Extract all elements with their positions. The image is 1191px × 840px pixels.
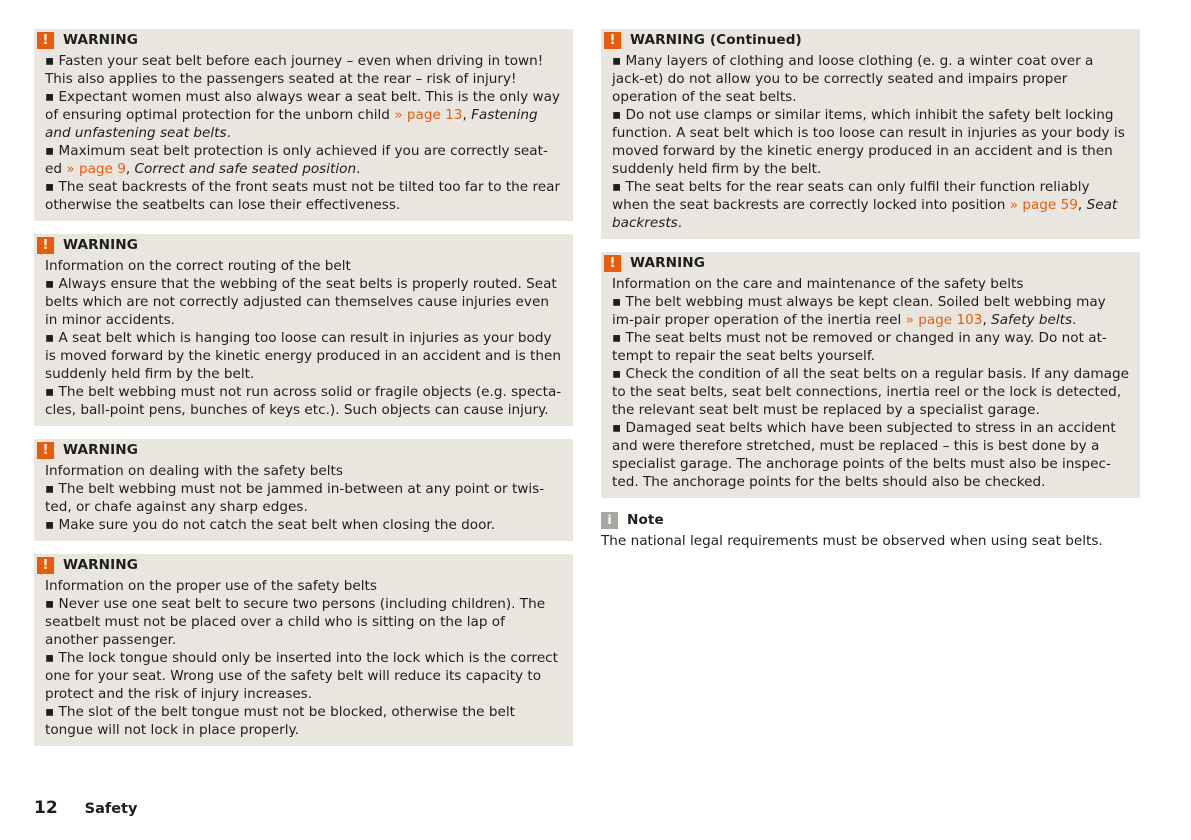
- chapter-title: Safety: [84, 801, 138, 817]
- note-header: [601, 511, 1140, 529]
- note-section: [601, 511, 1140, 550]
- period: .: [226, 125, 231, 141]
- warning-header: [601, 31, 1129, 49]
- warning-body: [612, 275, 1129, 491]
- warning-body: [612, 52, 1129, 232]
- bullet-paragraph: ▪ Damaged seat belts which have been subjected to stress in an accident and were therefore stretched, must be replaced – this is best done by a specialist garage. The anchorage points of the belts must also be inspec-ted. The anchorage points for the belts should also be checked.: [612, 420, 1116, 490]
- paragraph-text: ▪ The seat belts for the rear seats can only fulfil their function reliably when the seat backrests are correctly locked into position: [612, 179, 1090, 213]
- warning-body: [45, 257, 562, 419]
- bullet-paragraph: ▪ Make sure you do not catch the seat belt when closing the door.: [45, 517, 496, 533]
- warning-title: WARNING: [630, 255, 706, 271]
- note-title: Note: [627, 512, 664, 528]
- bullet-paragraph: ▪ The seat belts must not be removed or changed in any way. Do not at-tempt to repair the seat belts yourself.: [612, 330, 1107, 364]
- warning-box-continued: [601, 29, 1140, 239]
- warning-icon: !: [37, 557, 54, 574]
- bullet-paragraph: [612, 293, 1129, 329]
- page-link[interactable]: » page 103: [905, 312, 983, 328]
- bullet-paragraph: ▪ A seat belt which is hanging too loose can result in injuries as your body is moved forward by the kinetic energy produced in an accident and is then suddenly held firm by the belt.: [45, 330, 561, 382]
- warning-intro: Information on the correct routing of the belt: [45, 258, 351, 274]
- bullet-paragraph: ▪ Always ensure that the webbing of the seat belts is properly routed. Seat belts which are not correctly adjusted can themselves cause injuries even in minor accidents.: [45, 276, 557, 328]
- info-icon: i: [601, 512, 618, 529]
- warning-header: [601, 254, 1129, 272]
- section-reference: Seat backrests: [612, 197, 1118, 231]
- warning-intro: Information on dealing with the safety belts: [45, 463, 343, 479]
- warning-header: [34, 441, 562, 459]
- warning-intro: Information on the proper use of the safety belts: [45, 578, 377, 594]
- warning-header: [34, 236, 562, 254]
- page-link[interactable]: » page 9: [66, 161, 126, 177]
- period: .: [1072, 312, 1077, 328]
- bullet-paragraph: ▪ Fasten your seat belt before each journey – even when driving in town! This also applies to the passengers seated at the rear – risk of injury!: [45, 53, 544, 87]
- bullet-paragraph: ▪ Many layers of clothing and loose clothing (e. g. a winter coat over a jack-et) do not allow you to be correctly seated and impairs proper operation of the seat belts.: [612, 53, 1094, 105]
- bullet-paragraph: ▪ The lock tongue should only be inserted into the lock which is the correct one for your seat. Wrong use of the safety belt will reduce its capacity to protect and the risk of injury increases.: [45, 650, 558, 702]
- warning-box-belt-routing: [34, 234, 573, 426]
- warning-title: WARNING (Continued): [630, 32, 802, 48]
- warning-box-proper-use: [34, 554, 573, 746]
- warning-title: WARNING: [63, 557, 139, 573]
- page-footer: [34, 798, 137, 818]
- warning-box-seat-belt-general: [34, 29, 573, 221]
- warning-icon: !: [604, 255, 621, 272]
- note-text: The national legal requirements must be observed when using seat belts.: [601, 533, 1103, 549]
- page-link[interactable]: » page 59: [1009, 197, 1078, 213]
- warning-icon: !: [37, 442, 54, 459]
- warning-icon: !: [37, 237, 54, 254]
- warning-title: WARNING: [63, 442, 139, 458]
- warning-title: WARNING: [63, 32, 139, 48]
- bullet-paragraph: ▪ The seat backrests of the front seats must not be tilted too far to the rear otherwise the seatbelts can lose their effectiveness.: [45, 179, 561, 213]
- bullet-paragraph: ▪ The slot of the belt tongue must not be blocked, otherwise the belt tongue will not lock in place properly.: [45, 704, 515, 738]
- period: .: [677, 215, 683, 231]
- warning-box-dealing-with-belts: [34, 439, 573, 541]
- section-reference: Fastening and unfastening seat belts: [45, 107, 538, 141]
- bullet-paragraph: [612, 178, 1129, 232]
- bullet-paragraph: ▪ Check the condition of all the seat belts on a regular basis. If any damage to the seat belts, seat belt connections, inertia reel or the lock is detected, the relevant seat belt must be replaced by a specialist garage.: [612, 366, 1129, 418]
- left-column: [34, 29, 573, 759]
- page-link[interactable]: » page 13: [394, 107, 463, 123]
- separator: ,: [125, 161, 135, 177]
- bullet-paragraph: [45, 88, 562, 142]
- warning-icon: !: [604, 32, 621, 49]
- bullet-paragraph: ▪ Never use one seat belt to secure two persons (including children). The seatbelt must not be placed over a child who is sitting on the lap of another passenger.: [45, 596, 546, 648]
- period: .: [356, 161, 361, 177]
- paragraph-text: ▪ Maximum seat belt protection is only achieved if you are correctly seat-ed: [45, 143, 548, 177]
- warning-title: WARNING: [63, 237, 139, 253]
- warning-body: [45, 52, 562, 214]
- separator: ,: [1077, 197, 1087, 213]
- warning-body: [45, 577, 562, 739]
- section-reference: Correct and safe seated position: [134, 161, 357, 177]
- paragraph-text: ▪ Expectant women must also always wear a seat belt. This is the only way of ensuring optimal protection for the unborn child: [45, 89, 560, 123]
- warning-box-care-maintenance: [601, 252, 1140, 498]
- separator: ,: [982, 312, 992, 328]
- section-reference: Safety belts: [991, 312, 1073, 328]
- warning-header: [34, 31, 562, 49]
- paragraph-text: ▪ The belt webbing must always be kept clean. Soiled belt webbing may im-pair proper operation of the inertia reel: [612, 294, 1106, 328]
- bullet-paragraph: ▪ Do not use clamps or similar items, which inhibit the safety belt locking function. A seat belt which is too loose can result in injuries as your body is moved forward by the kinetic energy produced in an accident and is then suddenly held firm by the belt.: [612, 107, 1125, 177]
- bullet-paragraph: [45, 142, 562, 178]
- separator: ,: [462, 107, 472, 123]
- warning-intro: Information on the care and maintenance of the safety belts: [612, 276, 1024, 292]
- warning-icon: !: [37, 32, 54, 49]
- bullet-paragraph: ▪ The belt webbing must not be jammed in-between at any point or twis-ted, or chafe against any sharp edges.: [45, 481, 545, 515]
- warning-body: [45, 462, 562, 534]
- bullet-paragraph: ▪ The belt webbing must not run across solid or fragile objects (e.g. specta-cles, ball-point pens, bunches of keys etc.). Such objects can cause injury.: [45, 384, 562, 418]
- right-column: [601, 29, 1140, 550]
- page-number: 12: [34, 798, 58, 818]
- warning-header: [34, 556, 562, 574]
